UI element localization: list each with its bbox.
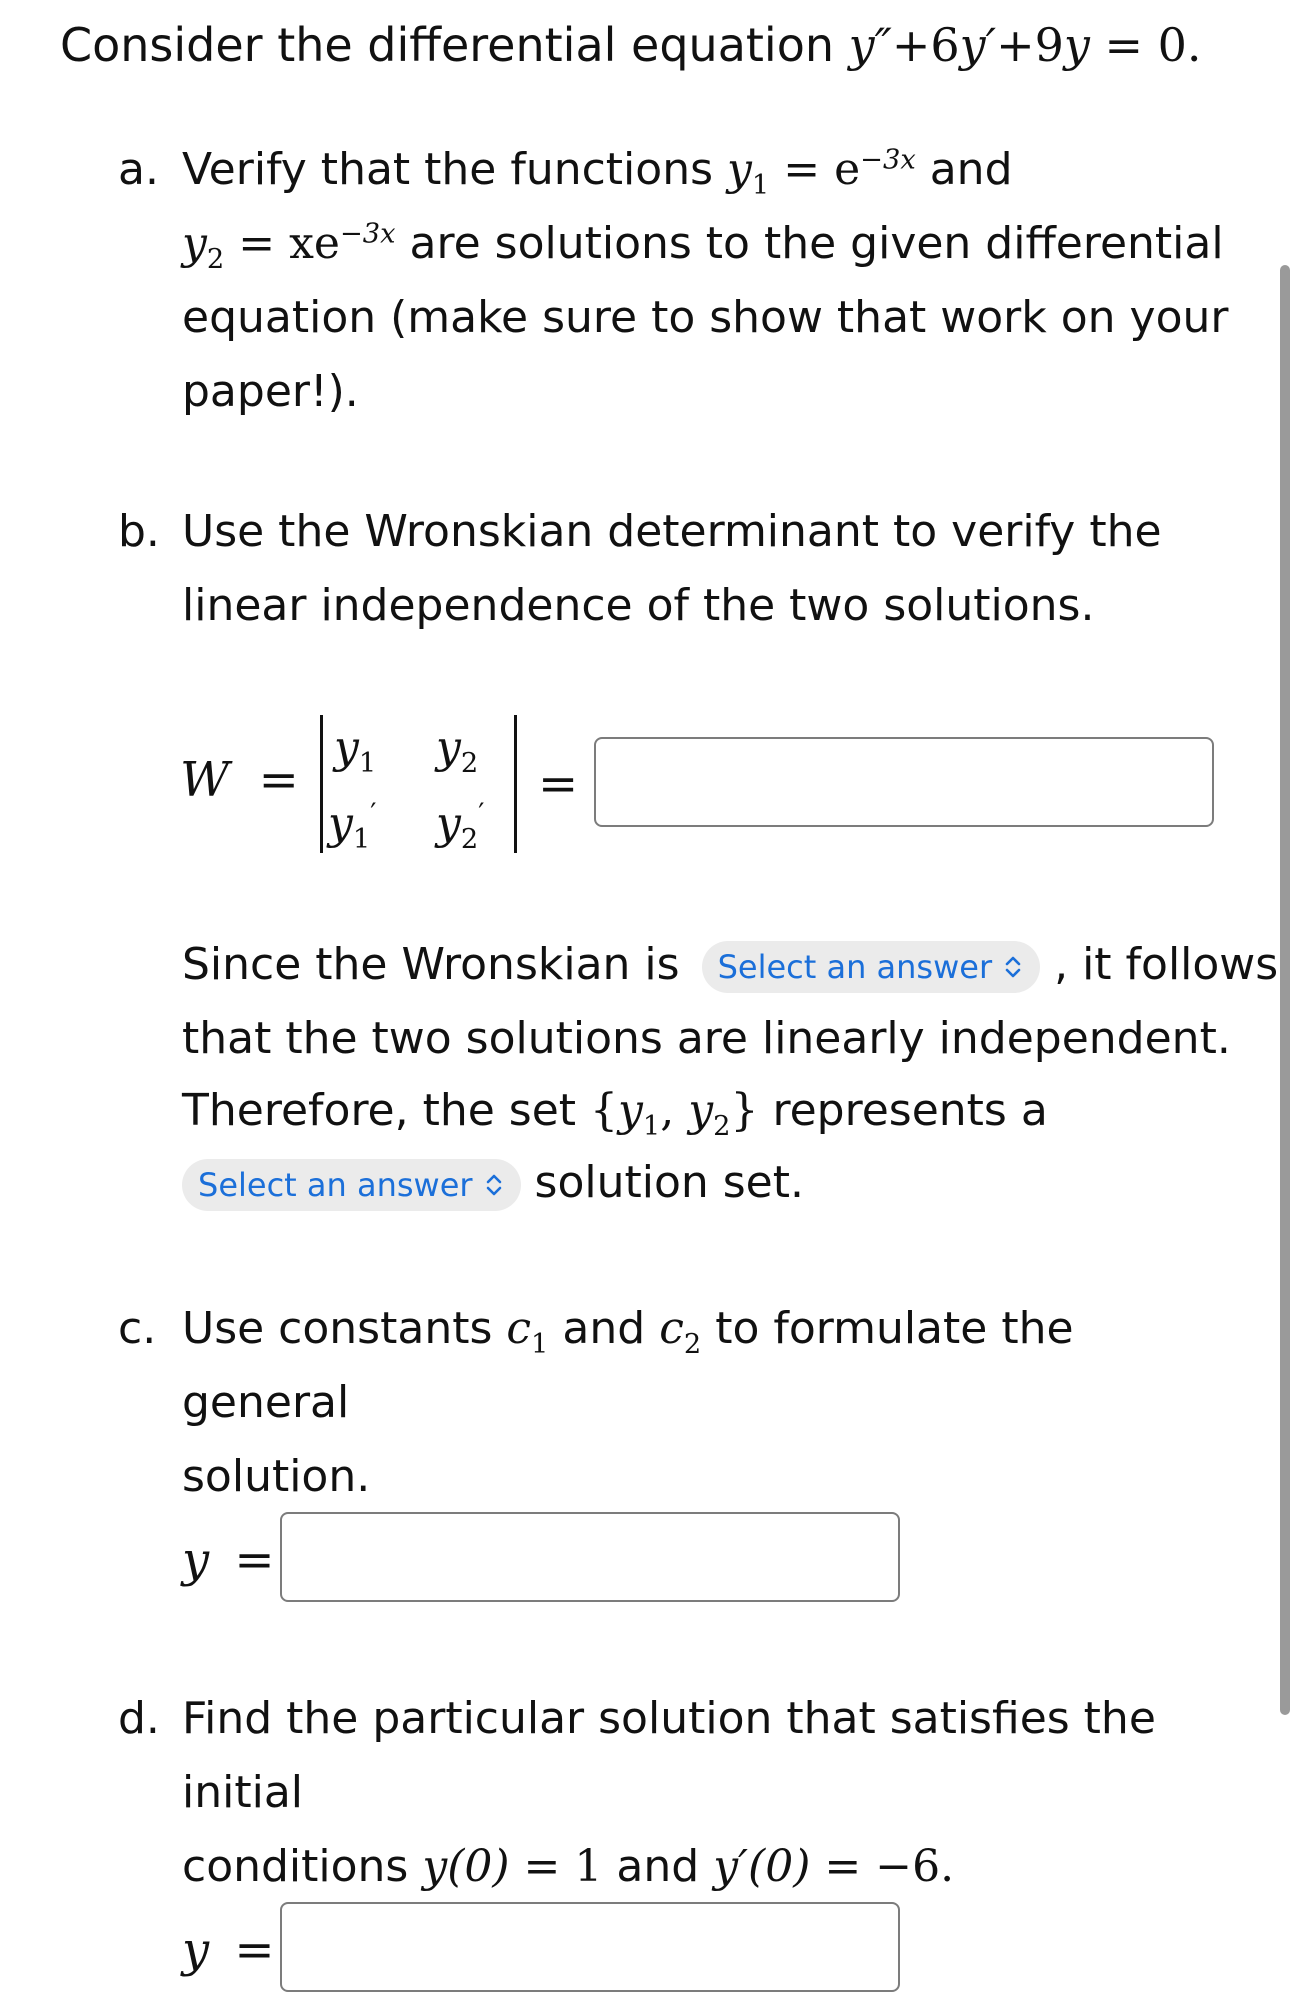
part-b [118,495,1238,643]
y2-definition: $y_2 = xe^{-3x}$ [182,218,396,275]
matrix-r2c2: $y_2'$ [436,798,485,855]
part-a-marker: a. [118,144,159,195]
part-d-line-1: Find the particular solution that satisfies the initial [182,1693,1156,1818]
wronskian-sentence-line-3: Therefore, the set {$y_1$, $y_2$} represents a [182,1085,1048,1142]
part-b-line-1: Use the Wronskian determinant to verify the [182,506,1162,557]
wronskian-sentence-line-4: Select an answer solution set. [182,1146,804,1220]
matrix-r1c1: $y_1$ [334,722,377,779]
initial-condition-2: y′(0) = −6. [713,1841,955,1892]
problem-statement [60,8,1202,82]
intro-text: Consider the differential equation [60,18,835,72]
determinant-right-bar [514,715,517,853]
part-d-line-2: conditions y(0) = 1 and y′(0) = −6. [182,1841,955,1892]
c1-symbol: $c_1$ [506,1303,549,1360]
chevron-updown-icon [1004,952,1022,982]
ode-equation: y″+6y′+9y = 0. [848,18,1202,72]
general-solution-input[interactable] [280,1512,900,1602]
wronskian-label: W = [180,752,299,808]
wronskian-sentence-line-2: that the two solutions are linearly independent. [182,1013,1231,1064]
part-c-marker: c. [118,1303,157,1354]
y1-definition: $y_1 = e^{-3x}$ [727,144,916,201]
part-a-line-3: equation (make sure to show that work on your [182,292,1229,343]
part-c [118,1292,1238,1514]
c2-symbol: $c_2$ [659,1303,702,1360]
part-a-line-4: paper!). [182,366,359,417]
part-d [118,1682,1238,1904]
matrix-r2c1: $y_1'$ [328,798,377,855]
solution-set-select[interactable]: Select an answer [182,1159,521,1211]
particular-solution-input[interactable] [280,1902,900,1992]
chevron-updown-icon [485,1170,503,1200]
general-solution-label: y = [182,1532,275,1588]
wronskian-sentence-line-1: Since the Wronskian is Select an answer , it follows [182,928,1278,1002]
solution-set-notation: {$y_1$, $y_2$} [590,1085,759,1142]
part-c-line-2: solution. [182,1451,371,1502]
wronskian-select[interactable]: Select an answer [702,941,1041,993]
wronskian-equals: = [538,756,579,812]
part-c-line-1: Use constants $c_1$ and $c_2$ to formulate the general [182,1303,1074,1428]
part-b-line-2: linear independence of the two solutions. [182,580,1095,631]
vertical-scrollbar[interactable] [1280,265,1290,1715]
part-a [118,133,1238,429]
particular-solution-label: y = [182,1922,275,1978]
initial-condition-1: y(0) = 1 [422,1841,603,1892]
matrix-r1c2: $y_2$ [436,722,479,779]
part-d-marker: d. [118,1693,160,1744]
wronskian-answer-input[interactable] [594,737,1214,827]
part-a-line-1: Verify that the functions $y_1 = e^{-3x}$ and [182,144,1013,201]
determinant-left-bar [320,715,323,853]
part-a-line-2: $y_2 = xe^{-3x}$ are solutions to the given differential [182,218,1224,275]
part-b-marker: b. [118,506,160,557]
